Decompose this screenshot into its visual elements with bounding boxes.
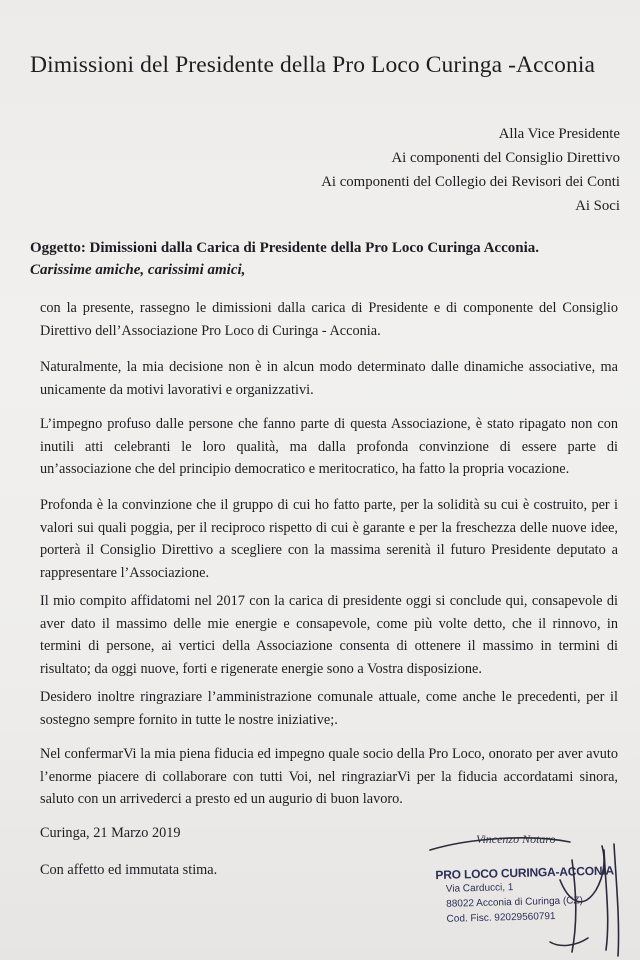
closing-line: Con affetto ed immutata stima. [40,862,218,878]
body-paragraph: Naturalmente, la mia decisione non è in alcun modo determinato dalle dinamiche associative, ma unicamente da motivi lavorativi e organizzativi. [40,359,618,398]
recipient-list [321,122,620,218]
stamp-address: Via Carducci, 1 [445,882,514,895]
body-paragraph: Il mio compito affidatomi nel 2017 con la carica di presidente oggi si conclude qui, consapevole di aver dato il massimo delle mie energie e consapevole, come più volte detto, che il rinnovo, in termini di persone, ai vertici della Associazione consenta di ottenere il massimo in termini di risultato; da oggi nuove, forti e rigenerate energie sono a Vostra disposizione. [40,593,618,677]
subject-line: Oggetto: Dimissioni dalla Carica di Presidente della Pro Loco Curinga Acconia. [30,240,540,256]
body-paragraph: con la presente, rassegno le dimissioni dalla carica di Presidente e di componente del Consiglio Direttivo dell’Associazione Pro Loco di Curinga - Acconia. [40,300,618,339]
body-paragraph: Nel confermarVi la mia piena fiducia ed impegno quale socio della Pro Loco, onorato per aver avuto l’enorme piacere di collaborare con tutti Voi, nel ringraziarVi per la fiducia accordatami sinora, saluto con un arrivederci a presto ed un augurio di buon lavoro. [40,746,618,807]
recipient-members: Ai Soci [575,198,620,214]
place-and-date: Curinga, 21 Marzo 2019 [40,825,181,841]
recipient-auditors: Ai componenti del Collegio dei Revisori dei Conti [321,174,620,190]
body-paragraph: Profonda è la convinzione che il gruppo di cui ho fatto parte, per la solidità su cui è costruito, per i valori sui quali poggia, per il reciproco rispetto di cui è garante e per la freschezza delle nuove idee, porterà il Consiglio Direttivo a scegliere con la massima serenità il futuro Presidente deputato a rappresentare l’Associazione. [40,497,618,581]
recipient-board: Ai componenti del Consiglio Direttivo [391,150,620,166]
greeting: Carissime amiche, carissimi amici, [30,262,246,278]
stamp-name: PRO LOCO CURINGA-ACCONIA [435,863,615,883]
signer-name: Vincenzo Notaro [476,832,556,846]
document-title: Dimissioni del Presidente della Pro Loco Curinga -Acconia [30,52,596,78]
stamp-tax-code: Cod. Fisc. 92029560791 [446,910,556,925]
stamp-city: 88022 Acconia di Curinga (CZ) [446,895,584,910]
body-paragraph: Desidero inoltre ringraziare l’amministrazione comunale attuale, come anche le precedenti, per il sostegno sempre fornito in tutte le nostre iniziative;. [40,689,618,728]
recipient-vice-president: Alla Vice Presidente [498,126,620,142]
body-paragraph: L’impegno profuso dalle persone che fanno parte di questa Associazione, è stato ripagato non con inutili atti celebranti le loro qualità, ma dalla profonda convinzione di essere parte di un’associazione che del principio democratico e meritocratico, ha fatto la propria vocazione. [40,416,618,477]
handwritten-signature [400,820,640,960]
